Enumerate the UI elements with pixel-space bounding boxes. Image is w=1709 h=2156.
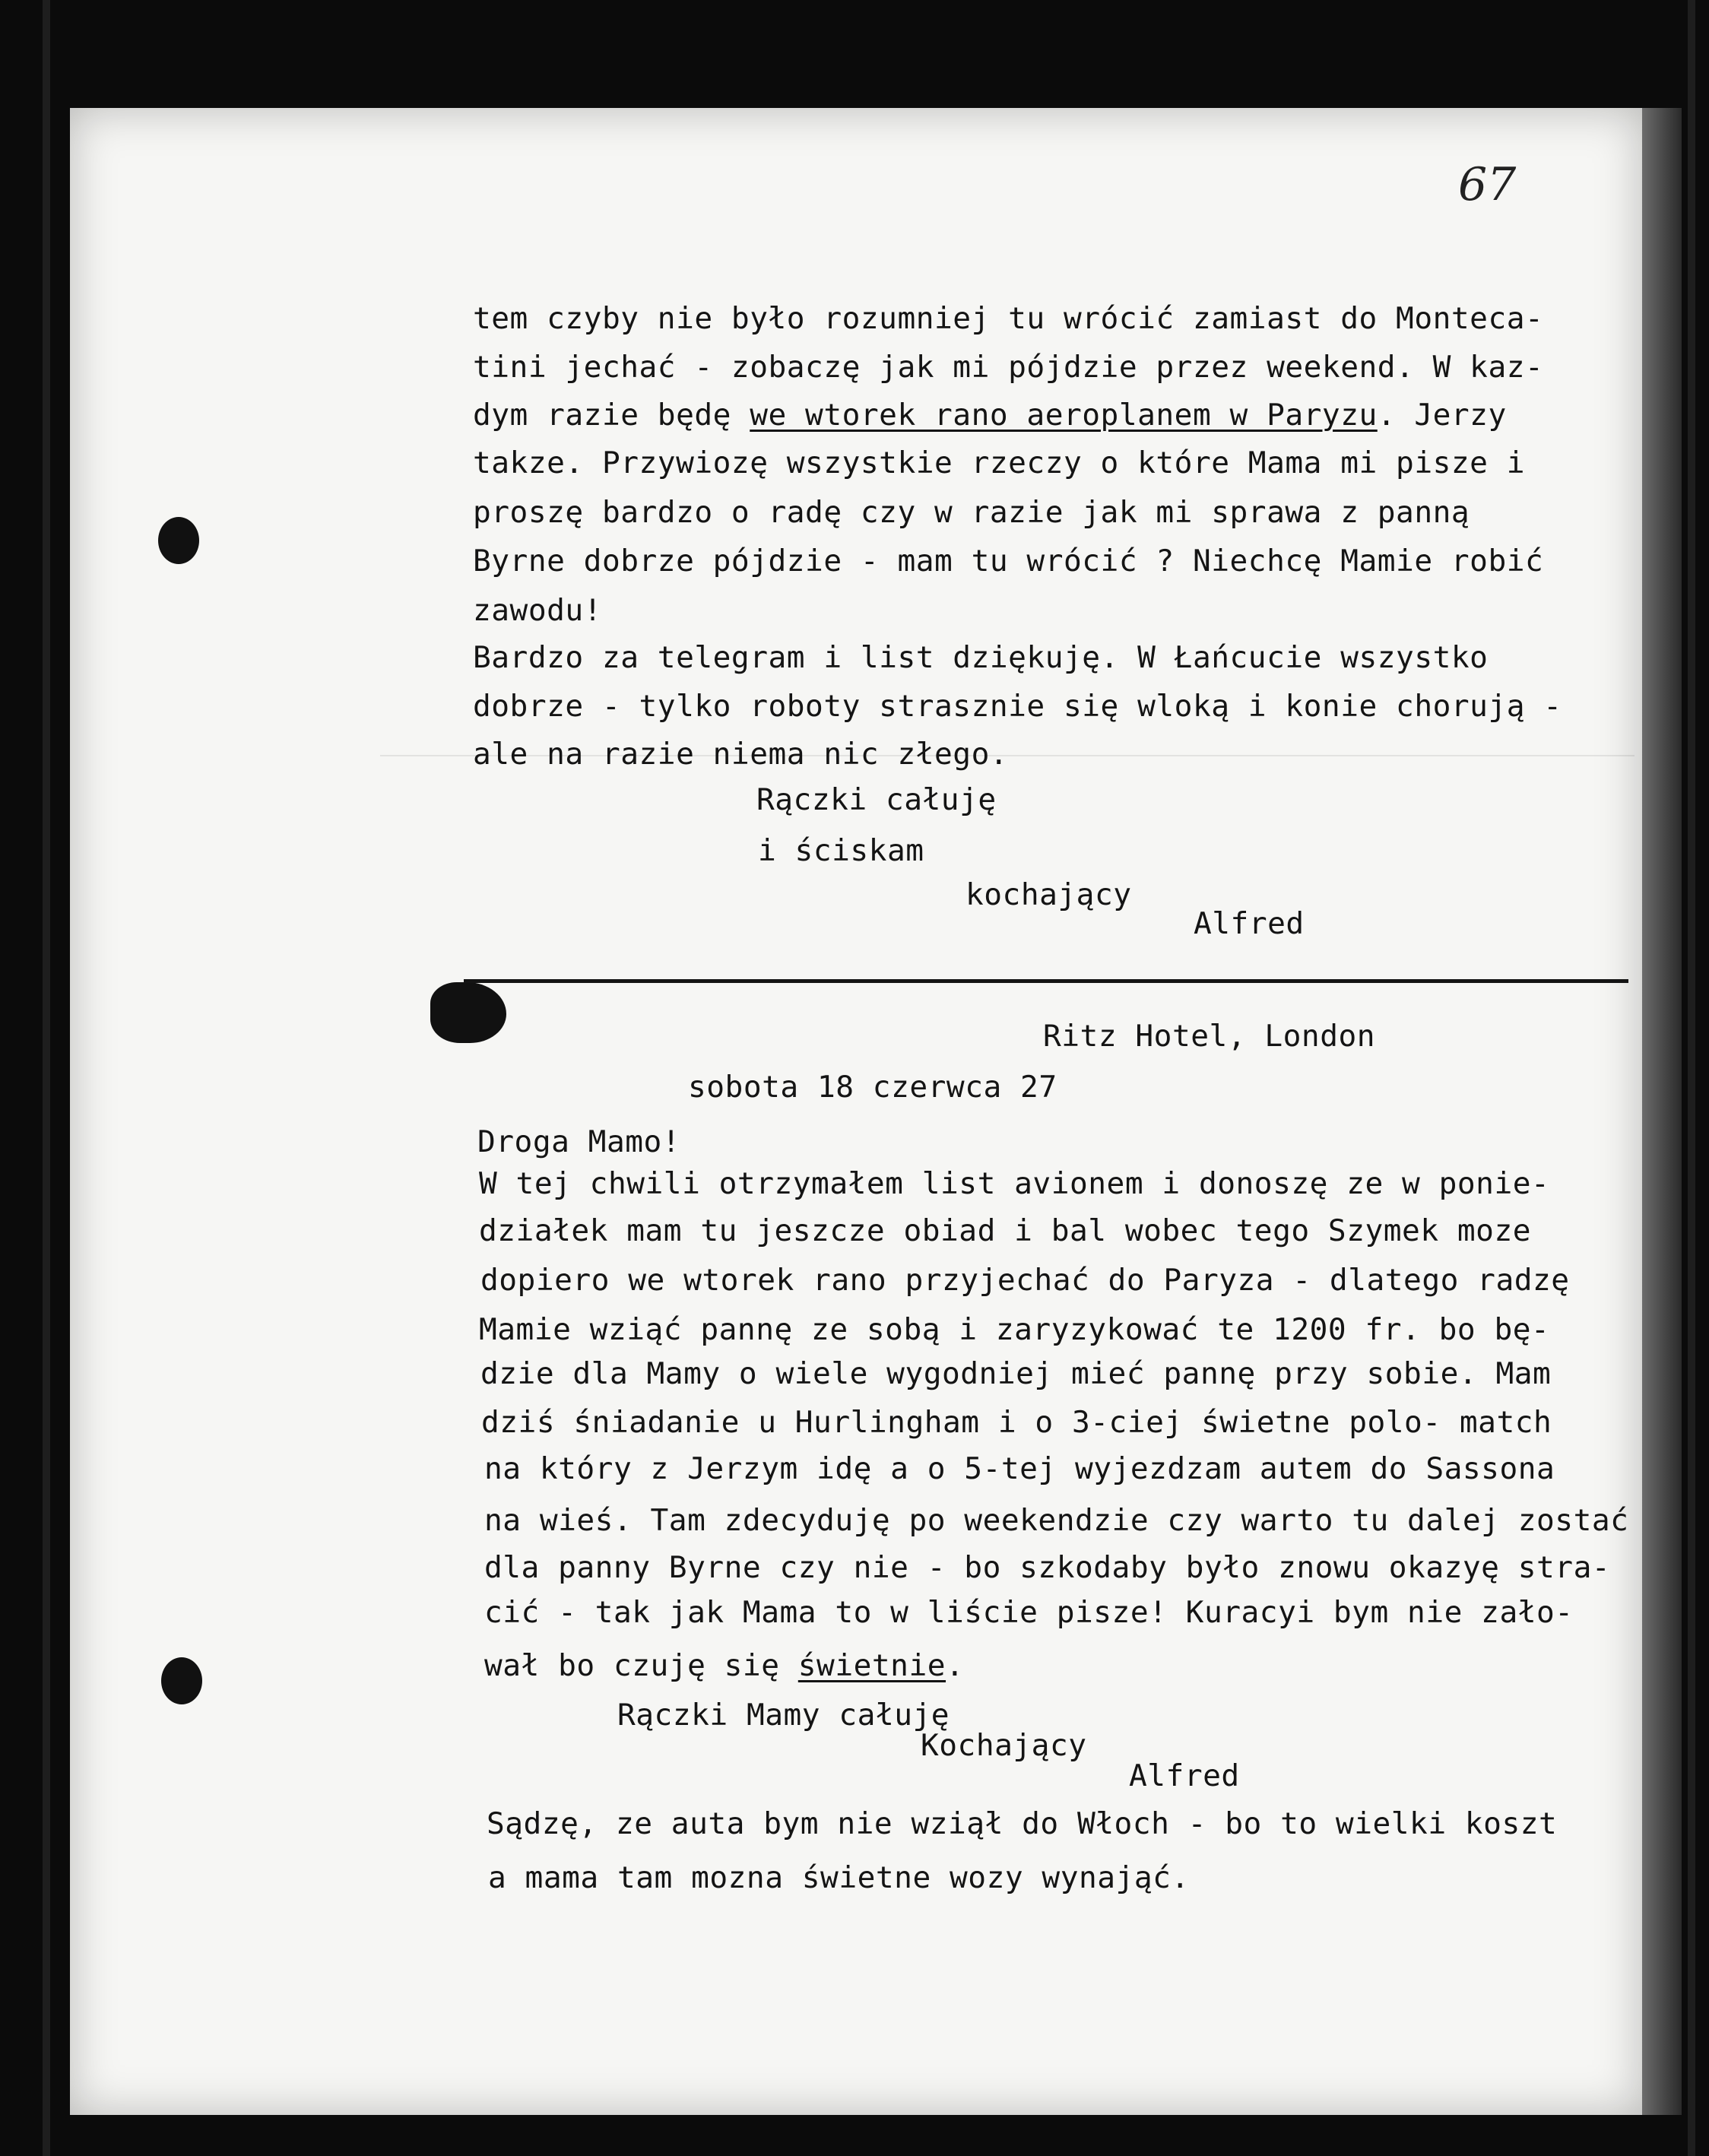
letter2-date: sobota 18 czerwca 27 <box>688 1070 1057 1105</box>
letter2-salutation: Droga Mamo! <box>477 1124 681 1159</box>
postscript-line-2: a mama tam mozna świetne wozy wynająć. <box>488 1860 1190 1895</box>
letter2-line-11 <box>484 1648 965 1683</box>
letter2-signature: Alfred <box>1129 1758 1240 1793</box>
letter2-line-11-end: . <box>946 1648 965 1683</box>
letter2-line-4: Mamie wziąć pannę ze sobą i zaryzykować te 1200 fr. bo bę- <box>479 1312 1550 1347</box>
letter1-line-10: ale na razie niema nic złego. <box>473 737 1009 772</box>
letter2-line-9: dla panny Byrne czy nie - bo szkodaby było znowu okazyę stra- <box>484 1550 1611 1585</box>
film-edge-left <box>43 0 50 2156</box>
letter1-signature: Alfred <box>1194 906 1305 941</box>
letter1-line-9: dobrze - tylko roboty strasznie się wloką i konie chorują - <box>473 689 1562 724</box>
letter2-closing-1: Rączki Mamy całuję <box>617 1698 950 1733</box>
letter-divider <box>464 979 1628 983</box>
film-edge-right <box>1688 0 1695 2156</box>
letter2-line-6: dziś śniadanie u Hurlingham i o 3-ciej świetne polo- match <box>481 1405 1552 1440</box>
letter1-line-4: takze. Przywiozę wszystkie rzeczy o które Mama mi pisze i <box>473 445 1526 480</box>
letter2-line-11-start: wał bo czuję się <box>484 1648 798 1683</box>
letter1-closing-2: i ściskam <box>758 833 924 868</box>
letter1-line-3-start: dym razie będę <box>473 398 750 433</box>
letter1-closing-3: kochający <box>965 877 1132 912</box>
postscript-line-1: Sądzę, ze auta bym nie wziął do Włoch - bo to wielki koszt <box>487 1806 1558 1841</box>
letter2-line-2: działek mam tu jeszcze obiad i bal wobec tego Szymek moze <box>479 1213 1532 1248</box>
punch-hole-bottom <box>161 1657 202 1704</box>
letter2-line-10: cić - tak jak Mama to w liście pisze! Kuracyi bym nie zało- <box>484 1595 1574 1630</box>
letter2-line-8: na wieś. Tam zdecyduję po weekendzie czy warto tu dalej zostać <box>484 1503 1629 1538</box>
letter1-line-1: tem czyby nie było rozumniej tu wrócić zamiast do Monteca- <box>473 301 1544 336</box>
letter2-line-1: W tej chwili otrzymałem list avionem i donoszę ze w ponie- <box>479 1166 1550 1201</box>
letter2-location: Ritz Hotel, London <box>1043 1019 1376 1054</box>
letter2-line-7: na który z Jerzym idę a o 5-tej wyjezdzam autem do Sassona <box>484 1451 1555 1486</box>
letter1-line-8: Bardzo za telegram i list dziękuję. W Łańcucie wszystko <box>473 640 1489 675</box>
letter1-line-6: Byrne dobrze pójdzie - mam tu wrócić ? Niechcę Mamie robić <box>473 544 1544 579</box>
letter2-closing-2: Kochający <box>921 1728 1087 1763</box>
underlined-travel-plan: we wtorek rano aeroplanem w Paryzu <box>750 398 1378 433</box>
underlined-swietnie: świetnie <box>797 1648 946 1683</box>
letter2-line-3: dopiero we wtorek rano przyjechać do Paryza - dlatego radzę <box>480 1263 1570 1298</box>
letter1-line-2: tini jechać - zobaczę jak mi pójdzie przez weekend. W kaz- <box>473 350 1544 385</box>
letter1-line-7: zawodu! <box>473 593 602 628</box>
letter1-closing-1: Rączki całuję <box>756 782 997 817</box>
punch-hole-top <box>158 517 199 564</box>
page-number: 67 <box>1458 158 1517 211</box>
letter1-line-3-end: . Jerzy <box>1377 398 1507 433</box>
letter1-line-5: proszę bardzo o radę czy w razie jak mi sprawa z panną <box>473 495 1470 530</box>
ink-blot <box>430 982 506 1043</box>
page-edge-shadow <box>1642 108 1682 2115</box>
letter2-line-5: dzie dla Mamy o wiele wygodniej mieć pannę przy sobie. Mam <box>480 1356 1552 1391</box>
letter1-line-3 <box>473 398 1507 433</box>
